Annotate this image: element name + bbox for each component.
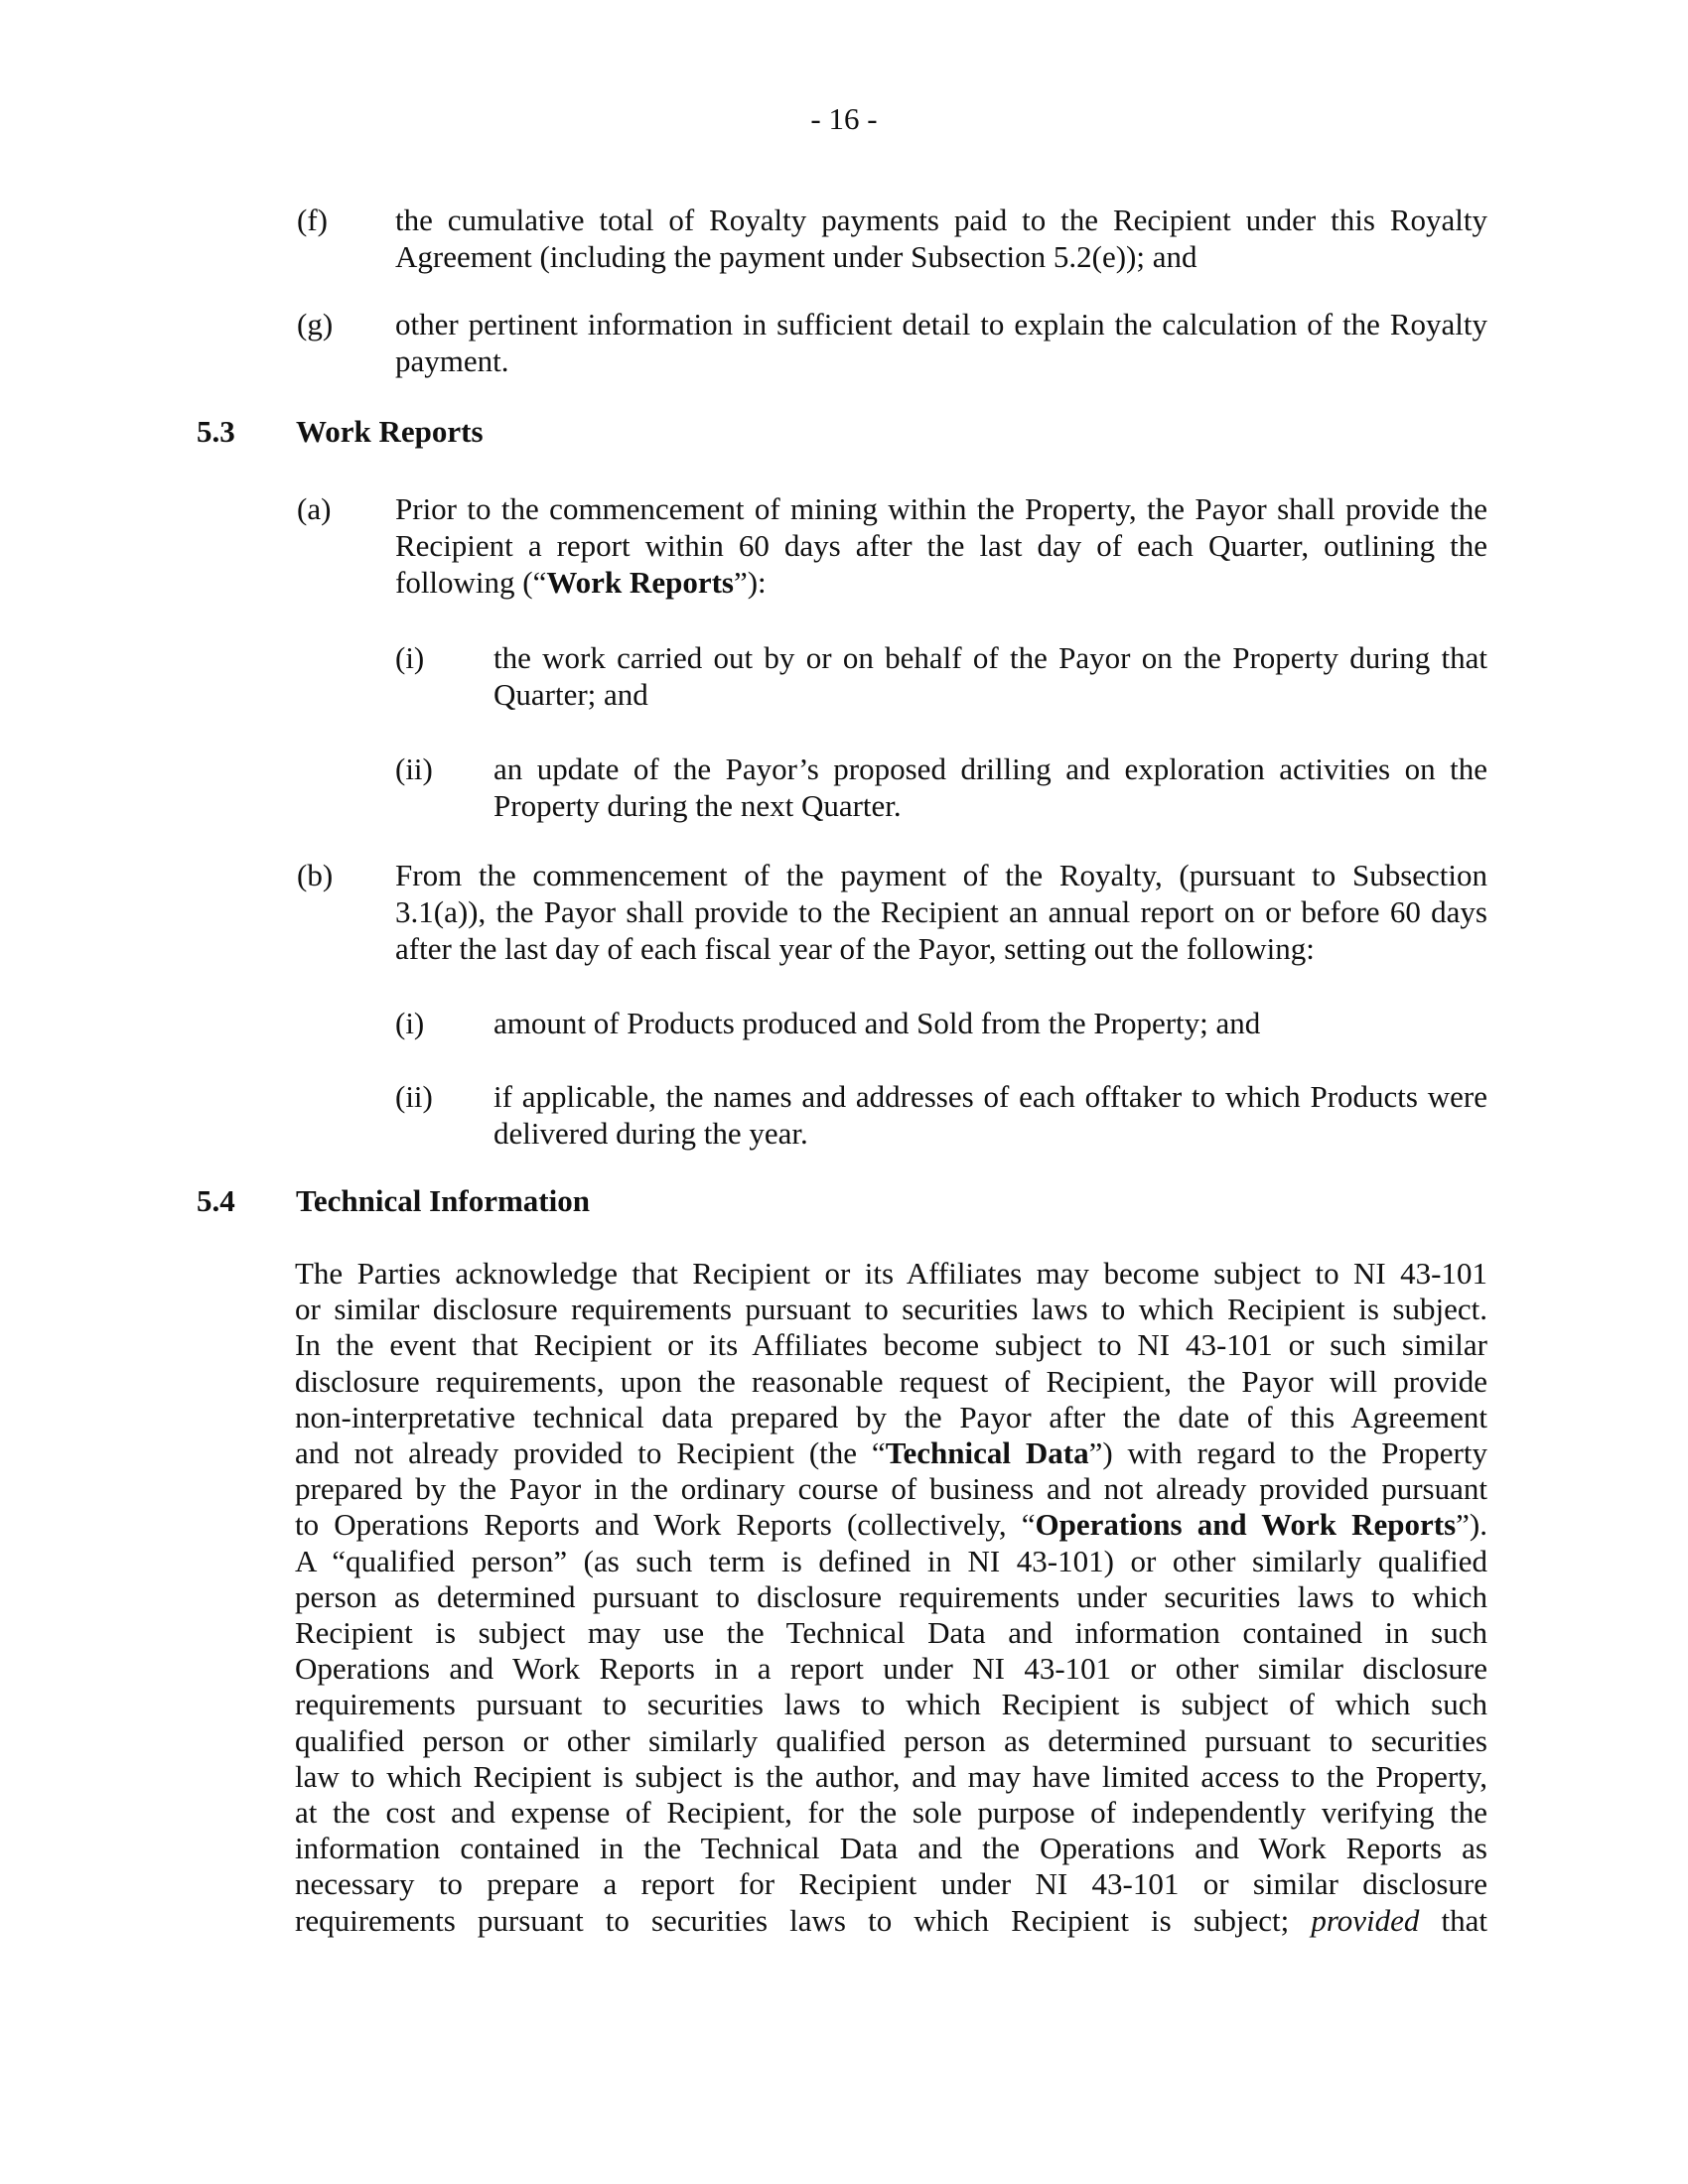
- body-line: A “qualified person” (as such term is defined in NI 43-101) or other similarly qualified: [295, 1543, 1487, 1578]
- defined-term: Operations and Work Reports: [1035, 1507, 1457, 1543]
- body-line: The Parties acknowledge that Recipient or its Affiliates may become subject to NI 43-101: [295, 1256, 1487, 1291]
- body-line: [295, 1435, 1487, 1471]
- body-line: person as determined pursuant to disclosure requirements under securities laws to which: [295, 1578, 1487, 1614]
- body-line: non-interpretative technical data prepared by the Payor after the date of this Agreement: [295, 1399, 1487, 1434]
- item-label: (f): [297, 203, 328, 237]
- item-label: (i): [395, 640, 425, 675]
- section-number: 5.3: [197, 414, 235, 449]
- body-line: or similar disclosure requirements pursuant to securities laws to which Recipient is subject.: [295, 1292, 1487, 1327]
- body-line: prepared by the Payor in the ordinary course of business and not already provided pursuant: [295, 1471, 1487, 1507]
- body-line: qualified person or other similarly qualified person as determined pursuant to securities: [295, 1722, 1487, 1758]
- body-text: ”).: [1456, 1507, 1487, 1543]
- item-label: (g): [297, 307, 334, 341]
- defined-term: Technical Data: [885, 1435, 1089, 1471]
- item-text: amount of Products produced and Sold from the Property; and: [493, 1006, 1261, 1040]
- body-line: In the event that Recipient or its Affiliates become subject to NI 43-101 or such similar: [295, 1327, 1487, 1363]
- section-heading-5-4: [197, 1182, 1487, 1219]
- defined-term: Work Reports: [546, 565, 734, 600]
- item-text: the work carried out by or on behalf of the Payor on the Property during that Quarter; and: [493, 640, 1487, 712]
- section-5-4-body: [295, 1256, 1487, 1939]
- body-line: [295, 1507, 1487, 1543]
- item-text: the cumulative total of Royalty payments paid to the Recipient under this Royalty Agreement (including the payment under Subsection 5.2(e)); and: [395, 203, 1487, 274]
- item-text-before: Prior to the commencement of mining within the Property, the Payor shall provide the Recipient a report within 60 days after the last day of each Quarter, outlining the following (“: [395, 491, 1487, 600]
- body-text: requirements pursuant to securities laws to which Recipient is subject;: [295, 1902, 1312, 1938]
- body-line: [295, 1903, 1487, 1939]
- body-text: that: [1419, 1902, 1487, 1938]
- item-text-after: ”):: [733, 565, 767, 600]
- body-line: law to which Recipient is subject is the author, and may have limited access to the Property,: [295, 1758, 1487, 1794]
- section-heading-5-3: [197, 413, 1487, 450]
- body-line: disclosure requirements, upon the reasonable request of Recipient, the Payor will provide: [295, 1363, 1487, 1399]
- item-label: (a): [297, 491, 332, 526]
- item-label: (b): [297, 858, 334, 892]
- body-line: information contained in the Technical Data and the Operations and Work Reports as: [295, 1831, 1487, 1866]
- body-text: to Operations Reports and Work Reports (collectively, “: [295, 1507, 1036, 1543]
- section-title: Work Reports: [296, 414, 484, 449]
- body-line: Recipient is subject may use the Technical Data and information contained in such: [295, 1615, 1487, 1651]
- section-title: Technical Information: [296, 1183, 590, 1218]
- page-number: - 16 -: [810, 101, 878, 136]
- body-text: ”) with regard to the Property: [1088, 1435, 1487, 1471]
- item-label: (ii): [395, 751, 433, 786]
- item-text: From the commencement of the payment of the Royalty, (pursuant to Subsection 3.1(a)), the Payor shall provide to the Recipient an annual report on or before 60 days after the last day of each fiscal year of the Payor, setting out the following:: [395, 858, 1487, 966]
- item-text: other pertinent information in sufficient detail to explain the calculation of the Royalty payment.: [395, 307, 1487, 378]
- item-text: [395, 490, 1487, 601]
- body-line: at the cost and expense of Recipient, for the sole purpose of independently verifying the: [295, 1795, 1487, 1831]
- item-label: (i): [395, 1006, 425, 1040]
- body-line: necessary to prepare a report for Recipient under NI 43-101 or similar disclosure: [295, 1866, 1487, 1902]
- section-number: 5.4: [197, 1183, 235, 1218]
- item-label: (ii): [395, 1079, 433, 1114]
- item-text: if applicable, the names and addresses of each offtaker to which Products were delivered during the year.: [493, 1079, 1487, 1151]
- body-line: Operations and Work Reports in a report under NI 43-101 or other similar disclosure: [295, 1651, 1487, 1687]
- emphasis: provided: [1311, 1902, 1420, 1938]
- body-text: and not already provided to Recipient (the “: [295, 1435, 886, 1471]
- item-text: an update of the Payor’s proposed drilling and exploration activities on the Property during the next Quarter.: [493, 751, 1487, 823]
- body-line: requirements pursuant to securities laws to which Recipient is subject of which such: [295, 1687, 1487, 1722]
